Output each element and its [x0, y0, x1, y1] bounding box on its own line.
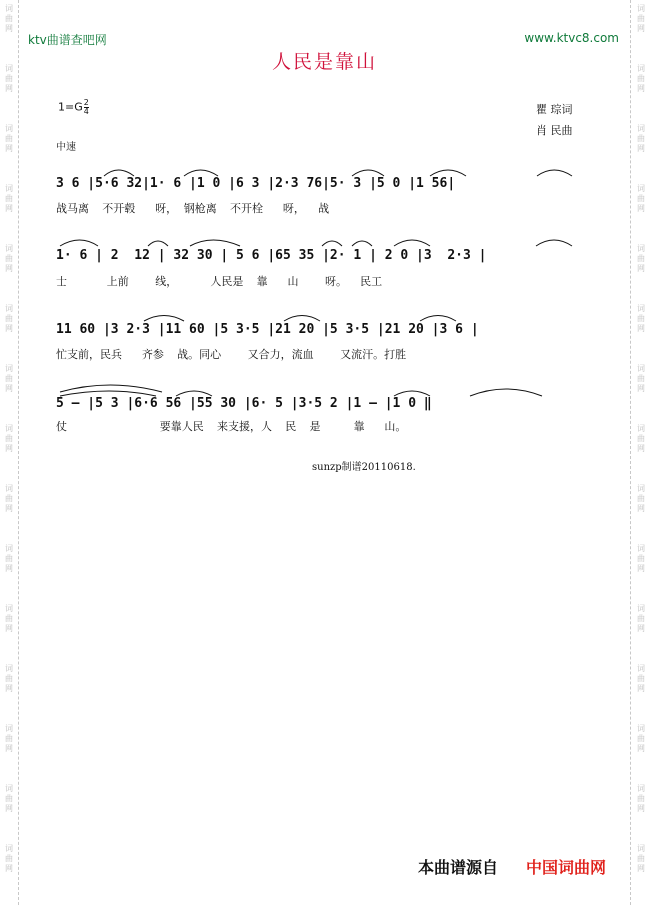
watermark: 词曲网 — [637, 304, 645, 333]
watermark: 词曲网 — [637, 364, 645, 393]
watermark: 词曲网 — [637, 244, 645, 273]
watermark: 词曲网 — [637, 124, 645, 153]
watermark: 词曲网 — [5, 184, 13, 213]
slur — [284, 316, 320, 322]
watermark: 词曲网 — [637, 544, 645, 573]
watermark: 词曲网 — [637, 184, 645, 213]
site-name-left: ktv曲谱查吧网 — [28, 33, 107, 47]
watermark: 词曲网 — [637, 784, 645, 813]
watermark: 词曲网 — [5, 4, 13, 33]
slur — [60, 240, 98, 246]
watermark: 词曲网 — [5, 304, 13, 333]
song-title: 人民是靠山 — [271, 51, 377, 73]
slur — [190, 240, 240, 246]
composer-credit: 肖 民曲 — [536, 124, 573, 137]
watermark: 词曲网 — [5, 484, 13, 513]
key-label: 1=G — [58, 100, 83, 114]
watermark: 词曲网 — [5, 664, 13, 693]
notation-line-3: 11 60 |3 2·3 |11 60 |5 3·5 |21 20 |5 3·5 |21 20 |3 6 | — [56, 322, 479, 337]
watermark: 词曲网 — [5, 784, 13, 813]
watermark: 词曲网 — [637, 424, 645, 453]
notation-line-4: 5 – |5 3 |6·6 56 |55 30 |6· 5 |3·5 2 |1 – |1 0 ‖ — [56, 396, 432, 411]
watermark: 词曲网 — [637, 664, 645, 693]
watermark: 词曲网 — [5, 244, 13, 273]
lyrics-line-3: 忙支前，民兵 齐参 战。同心 又合力，流血 又流汗。打胜 — [56, 348, 407, 361]
lyrics-line-4: 仗 要靠人民 来支援，人 民 是 靠 山。 — [56, 420, 407, 433]
notation-line-1: 3 6 |5·6 32|1· 6 |1 0 |6 3 |2·3 76|5· 3 |5 0 |1 56| — [56, 176, 456, 191]
watermark: 词曲网 — [5, 844, 13, 873]
notation-line-2: 1· 6 | 2 12 | 32 30 | 5 6 |65 35 |2· 1 | 2 0 |3 2·3 | — [56, 248, 487, 263]
slur — [394, 240, 430, 246]
watermark: 词曲网 — [637, 844, 645, 873]
slur — [470, 389, 542, 396]
watermark: 词曲网 — [637, 484, 645, 513]
source-label: 本曲谱源自 — [418, 858, 499, 877]
slur — [144, 316, 184, 322]
source-site-link[interactable]: 中国词曲网 — [526, 858, 607, 877]
tempo-marking: 中速 — [56, 142, 76, 153]
lyrics-line-2: 士 上前 线， 人民是 靠 山 呀。 民工 — [56, 275, 383, 288]
transcriber-credit: sunzp制谱20110618. — [312, 462, 416, 473]
slur — [352, 241, 372, 246]
watermark: 词曲网 — [5, 724, 13, 753]
watermark: 词曲网 — [5, 64, 13, 93]
lyrics-line-1: 战马离 不开毂 呀， 钢枪离 不开栓 呀， 战 — [56, 202, 330, 215]
time-denominator: 4 — [83, 107, 89, 116]
watermark: 词曲网 — [637, 724, 645, 753]
site-url-right: www.ktvc8.com — [524, 31, 619, 45]
watermark: 词曲网 — [5, 604, 13, 633]
watermark: 词曲网 — [5, 124, 13, 153]
lyricist-credit: 瞿 琮词 — [536, 103, 573, 116]
watermark: 词曲网 — [5, 424, 13, 453]
watermark: 词曲网 — [637, 64, 645, 93]
slur — [148, 241, 168, 246]
slur — [322, 241, 342, 246]
watermark: 词曲网 — [5, 364, 13, 393]
slur — [536, 240, 572, 246]
watermark: 词曲网 — [5, 544, 13, 573]
watermark: 词曲网 — [637, 604, 645, 633]
slur — [420, 316, 456, 322]
watermark: 词曲网 — [637, 4, 645, 33]
time-numerator: 2 — [83, 98, 89, 107]
